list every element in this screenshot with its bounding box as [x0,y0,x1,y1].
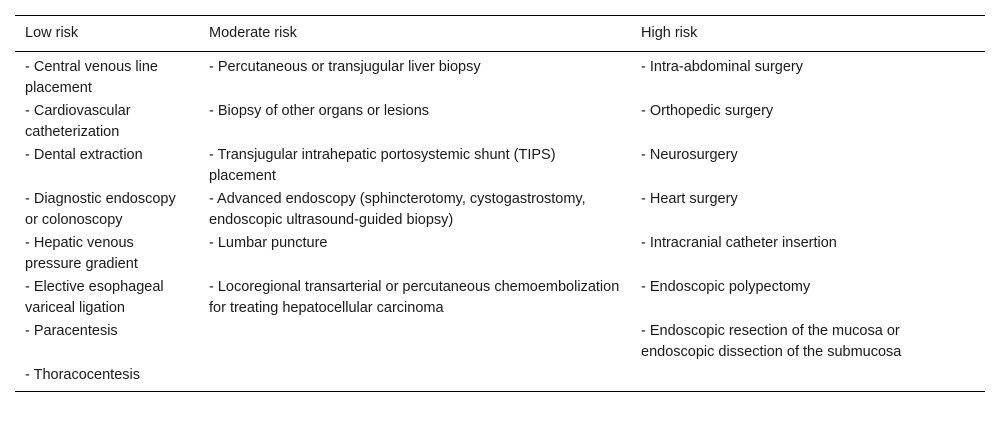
moderate-risk-cell [199,364,631,392]
procedure-risk-table [15,15,985,392]
table-row [15,320,985,364]
high-risk-cell: - Neurosurgery [641,147,738,163]
low-risk-cell: - Diagnostic endoscopy or colonoscopy [25,191,176,228]
header-row [15,16,985,52]
high-risk-cell: - Intra-abdominal surgery [641,59,803,75]
moderate-risk-cell: - Advanced endoscopy (sphincterotomy, cystogastrostomy, endoscopic ultrasound-guided biopsy) [209,191,586,228]
moderate-risk-cell: - Locoregional transarterial or percutaneous chemoembolization for treating hepatocellular carcinoma [209,279,620,316]
low-risk-cell: - Hepatic venous pressure gradient [25,235,138,272]
header-low-risk: Low risk [25,25,79,41]
table-row [15,52,985,101]
table-row [15,276,985,320]
table-header [15,16,985,52]
table-row [15,144,985,188]
high-risk-cell: - Endoscopic resection of the mucosa or endoscopic dissection of the submucosa [641,323,902,360]
table-row [15,100,985,144]
low-risk-cell: - Cardiovascular catheterization [25,103,131,140]
table-body [15,52,985,392]
low-risk-cell: - Paracentesis [25,323,118,339]
low-risk-cell: - Elective esophageal variceal ligation [25,279,164,316]
header-high-risk: High risk [641,25,698,41]
risk-table-container [15,15,985,392]
moderate-risk-cell [199,320,631,364]
header-moderate-risk: Moderate risk [209,25,297,41]
table-row [15,232,985,276]
table-row [15,364,985,392]
high-risk-cell [631,364,985,392]
high-risk-cell: - Orthopedic surgery [641,103,774,119]
high-risk-cell: - Heart surgery [641,191,738,207]
low-risk-cell: - Central venous line placement [25,59,158,96]
table-row [15,188,985,232]
low-risk-cell: - Dental extraction [25,147,143,163]
low-risk-cell: - Thoracocentesis [25,367,140,383]
moderate-risk-cell: - Transjugular intrahepatic portosystemic shunt (TIPS) placement [209,147,556,184]
high-risk-cell: - Intracranial catheter insertion [641,235,837,251]
moderate-risk-cell: - Biopsy of other organs or lesions [209,103,430,119]
moderate-risk-cell: - Lumbar puncture [209,235,328,251]
high-risk-cell: - Endoscopic polypectomy [641,279,811,295]
moderate-risk-cell: - Percutaneous or transjugular liver biopsy [209,59,481,75]
